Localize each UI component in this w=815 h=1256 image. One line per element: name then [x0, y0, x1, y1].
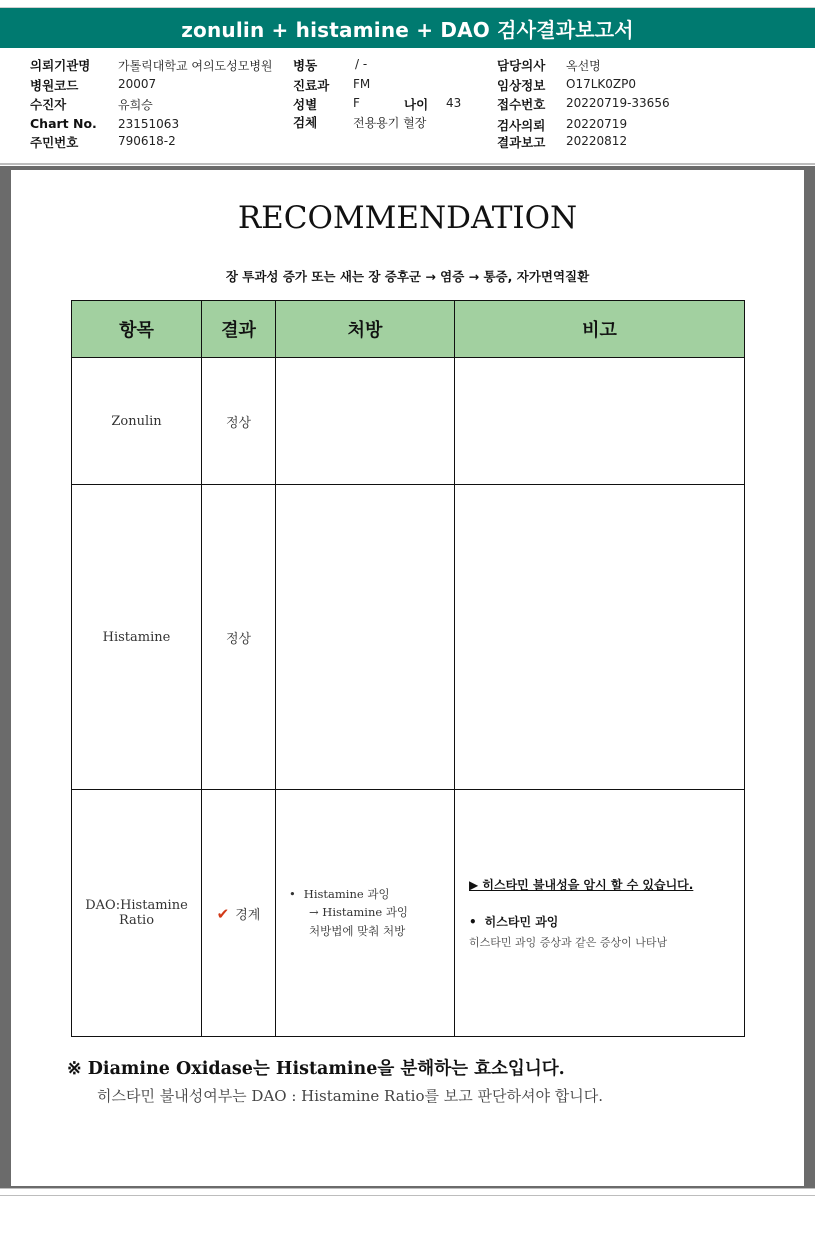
- presc-line1: Histamine 과잉: [303, 887, 390, 901]
- row-prescription: [276, 790, 455, 1037]
- window-top-edge: [0, 0, 815, 8]
- sex-label: 성별: [293, 97, 318, 112]
- patient-value: 유희승: [118, 98, 153, 112]
- header-result: 결과: [202, 301, 276, 358]
- chart-value: 23151063: [118, 117, 180, 131]
- sex-value: F: [353, 96, 360, 110]
- row-item: Histamine: [72, 485, 202, 790]
- presc-bullet: •: [289, 887, 296, 901]
- note-item-text: 히스타민 과잉: [484, 915, 559, 929]
- header-item: 항목: [72, 301, 202, 358]
- institution-label: 의뢰기관명: [30, 58, 91, 73]
- result-date-value: 20220812: [566, 134, 628, 148]
- age-label: 나이: [404, 97, 429, 112]
- clinical-label: 임상정보: [497, 78, 546, 93]
- note-heading: ▶ 히스타민 불내성을 암시 할 수 있습니다.: [469, 878, 694, 892]
- doctor-value: 옥선명: [566, 59, 601, 73]
- row-note: [455, 485, 745, 790]
- table-row: [72, 485, 745, 790]
- row-item: [72, 790, 202, 1037]
- age-value: 43: [446, 96, 462, 110]
- receipt-value: 20220719-33656: [566, 96, 670, 110]
- header-prescription: 처방: [276, 301, 455, 358]
- specimen-value: 전용용기 혈장: [353, 116, 427, 130]
- doctor-label: 담당의사: [497, 58, 546, 73]
- chart-label: Chart No.: [30, 116, 97, 131]
- report-title-bar: [0, 8, 815, 48]
- clinical-value: O17LK0ZP0: [566, 77, 636, 91]
- receipt-label: 접수번호: [497, 97, 546, 112]
- table-row: [72, 790, 745, 1037]
- hospital-code-label: 병원코드: [30, 78, 79, 93]
- row-item: Zonulin: [72, 358, 202, 485]
- footer-main-note: ※ Diamine Oxidase는 Histamine을 분해하는 효소입니다.: [67, 1059, 565, 1079]
- row-result: [202, 790, 276, 1037]
- row-note: [455, 790, 745, 1037]
- patient-label: 수진자: [30, 97, 67, 112]
- dept-value: FM: [353, 77, 371, 91]
- footer-sub-note: 히스타민 불내성여부는 DAO : Histamine Ratio를 보고 판단하셔야 합니다.: [97, 1087, 603, 1105]
- info-divider: [0, 163, 815, 165]
- dept-label: 진료과: [293, 78, 330, 93]
- recommendation-table: [71, 300, 745, 1037]
- resident-label: 주민번호: [30, 135, 79, 150]
- presc-line2: → Histamine 과잉: [309, 905, 409, 919]
- ward-label: 병동: [293, 58, 318, 73]
- check-mark-icon: ✔: [216, 904, 230, 923]
- resident-value: 790618-2: [118, 134, 176, 148]
- row-result: 정상: [202, 485, 276, 790]
- report-title: zonulin + histamine + DAO 검사결과보고서: [181, 17, 634, 42]
- ward-value: / -: [355, 57, 368, 71]
- presc-line3: 처방법에 맞춰 처방: [309, 924, 406, 938]
- row-result: 정상: [202, 358, 276, 485]
- note-item: [469, 913, 743, 930]
- note-bullet: •: [469, 915, 477, 929]
- row-item-line1: DAO:Histamine: [85, 898, 188, 913]
- row-prescription: [276, 358, 455, 485]
- row-item-line2: Ratio: [118, 913, 155, 928]
- report-page: [11, 170, 804, 1186]
- recommendation-title: RECOMMENDATION: [237, 200, 578, 236]
- note-description: 히스타민 과잉 증상과 같은 증상이 나타남: [469, 936, 668, 949]
- hospital-code-value: 20007: [118, 77, 157, 91]
- row-prescription: [276, 485, 455, 790]
- header-note: 비고: [455, 301, 745, 358]
- patient-info-panel: [0, 48, 815, 166]
- recommendation-subtitle: 장 투과성 증가 또는 새는 장 증후군 → 염증 → 통증, 자가면역질환: [225, 269, 590, 284]
- row-note: [455, 358, 745, 485]
- institution-value: 가톨릭대학교 여의도성모병원: [118, 59, 273, 73]
- specimen-label: 검체: [293, 115, 318, 130]
- row-result-text: 경계: [235, 907, 261, 923]
- table-row: [72, 358, 745, 485]
- result-date-label: 결과보고: [497, 135, 546, 150]
- request-label: 검사의뢰: [497, 118, 546, 133]
- table-header-row: [72, 301, 745, 358]
- request-value: 20220719: [566, 117, 628, 131]
- viewer-bottom-edge: [0, 1188, 815, 1196]
